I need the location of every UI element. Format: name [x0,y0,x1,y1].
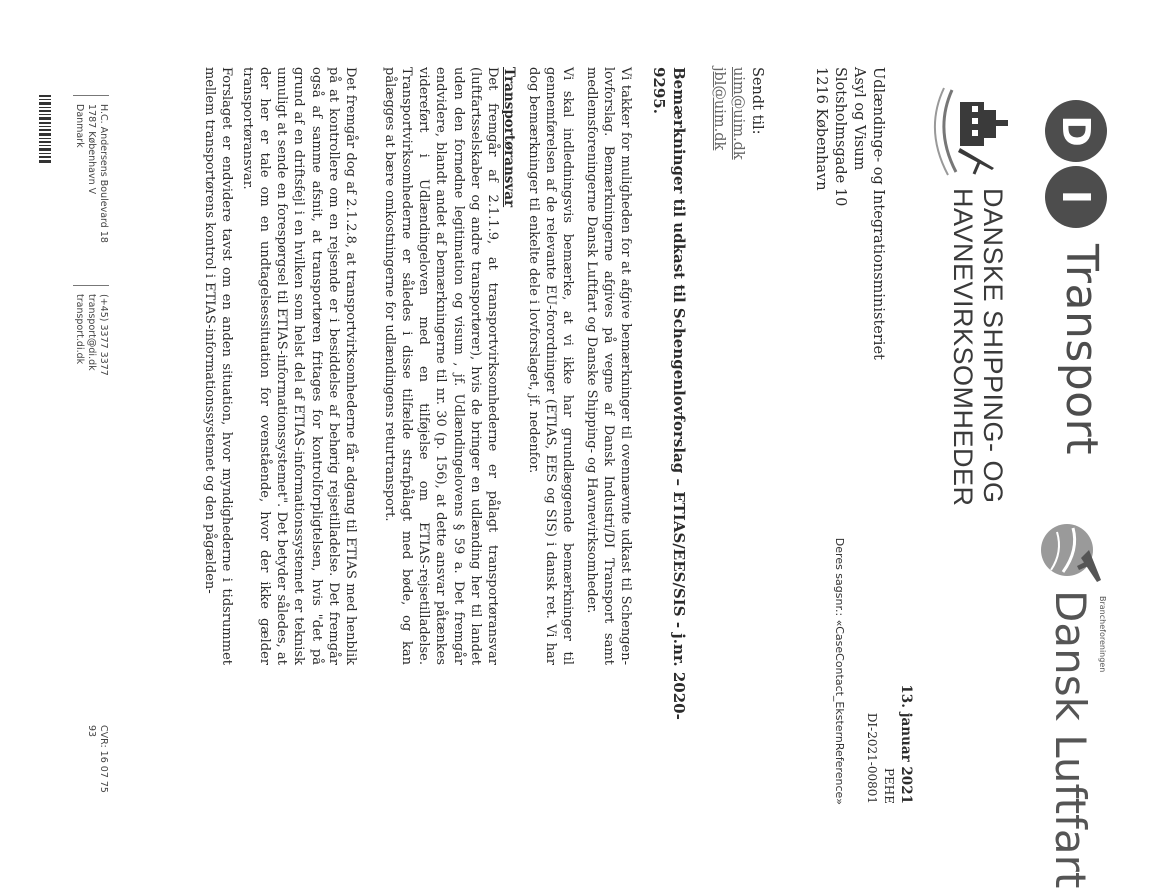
di-i-disc: I [1045,166,1107,228]
footer-address [73,95,109,243]
address-line: Slotsholmsgade 10 [832,67,848,207]
sent-to-block [709,67,766,160]
sent-to-label: Sendt til: [749,67,765,135]
recipient-address [811,67,887,360]
footer-line: 1787 København V [86,104,97,195]
address-line: Udlændinge- og Integrationsministeriet [870,67,886,360]
dansk-luftfart-tagline: Brancheforeningen [1098,596,1107,673]
letter-initials: PEHE [882,767,896,804]
di-transport-logo [1043,100,1109,455]
body-paragraph: Det fremgår dog af 2.1.2.8, at transportvirksomhederne får adgang til ETIAS med henblik på at kontrollere om en rejsende er i besiddelse af behørig rejsetilladelse. Det fremgår også af samme afsnit, at transportøren fritages for kontrolforpligtelsen, hvis "det på grund af en driftsfejl i en hvilken som helst del af ETIAS-informationssystemet er teknisk umuligt at sende en forespørgsel til ETIAS-informationssystemet". Det betyder således, at der her er tale om en undtagelsessituation for ovenstående, hvor der ikke gælder transportøransvar. [239,67,358,665]
body-paragraph: Vi skal indledningsvis bemærke, at vi ikke har grundlæggende bemærkninger til gennemførelsen af de relevante EU-forordninger (ETIAS, EES og SIS) i dansk ret. Vi har dog bemærkninger til enkelte dele i lovforslaget, jf. nedenfor. [525,67,575,665]
case-reference: Deres sagsnr.: «CaseContact_EksternReference» [833,537,846,805]
address-line: Asyl og Visum [851,67,867,171]
danske-shipping-logo [904,80,1014,507]
footer-line: Danmark [74,104,85,148]
footer-website: transport.di.dk [74,294,85,365]
email-link[interactable]: uim@uim.dk [730,67,746,160]
page-footer [49,95,109,805]
section-heading: Transportøransvar [501,67,517,208]
address-line: 1216 København [813,67,829,191]
barcode-icon [39,95,51,165]
footer-contact [73,285,109,376]
footer-cvr: CVR: 16 07 75 93 [86,725,109,793]
shipping-logo-line2: HAVNEVIRKSOMHEDER [948,188,978,507]
footer-phone: (+45) 3377 3377 [98,294,109,376]
globe-plane-icon [1037,520,1103,586]
footer-line: H.C. Andersens Boulevard 18 [98,104,109,243]
di-d-disc: D [1045,100,1107,162]
letter-date: 13. januar 2021 [898,684,914,804]
body-paragraph: Det fremgår af 2.1.1.9, at transportvirksomhederne er pålagt transportøransvar (luftfartsselskaber og andre transportører), hvis de bringer en udlænding her til landet uden den fornødne legitimation og visum , jf. Udlændingelovens § 59 a. Det fremgår endvidere, blandt andet af bemærkningerne til nr. 30 (p. 156), at dette ansvar påtænkes videreført i Udlændingeloven med en tilføjelse om ETIAS-rejsetilladelse. Transportvirksomhederne er således i disse tilfælde strafpålagt med bøde, og kan pålægges at bære omkostningerne for udlændingens returtransport. [381,67,500,665]
email-link[interactable]: jbl@uim.dk [711,67,727,151]
body-paragraph: Forslaget er endvidere tavst om en anden situation, hvor myndighederne i tidsrummet mellem transportørens kontrol i ETIAS-informationssystemet og den pågælden- [201,67,234,665]
shipping-logo-line1: DANSKE SHIPPING- OG [978,188,1008,504]
footer-email: transport@di.dk [86,294,97,371]
dansk-luftfart-wordmark: Dansk Luftfart [1046,590,1095,888]
letter-subject: Bemærkninger til udkast til Schengenlovforslag – ETIAS/EES/SIS - j.nr. 2020-9295. [650,67,688,720]
letter-reference: DI-2021-00801 [865,712,879,804]
body-paragraph: Vi takker for muligheden for at afgive bemærkninger til ovennævnte udkast til Schengen-lovforslag. Bemærkningerne afgives på vegne af Dansk Industri/DI Transport samt medlemsforeningerne Dansk Luftfart og Danske Shipping- og Havnevirksomheder. [583,67,633,665]
letter-meta [863,594,914,804]
dansk-luftfart-logo [1029,520,1109,888]
di-transport-wordmark: Transport [1056,244,1107,455]
ship-icon [924,80,1014,180]
